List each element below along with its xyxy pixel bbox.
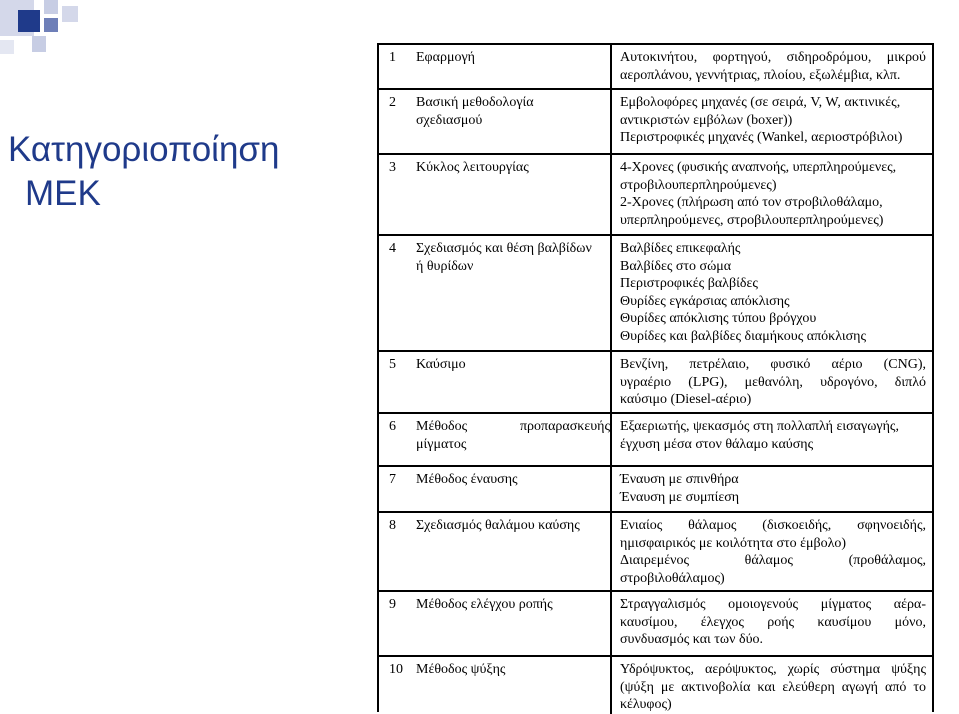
row-value <box>620 236 926 350</box>
row-value-line: αεροπλάνου, γεννήτριας, πλοίου, εξωλέμβια, κλπ. <box>620 67 901 83</box>
row-number: 9 <box>389 597 396 612</box>
row-label <box>416 657 610 714</box>
column-divider <box>610 155 612 234</box>
row-value-line: (ψύξη με ακτινοβολία και ελεύθερη αγωγή από το <box>620 679 926 695</box>
row-value-line: 2-Χρονες (πλήρωση από τον στροβιλοθάλαμο, <box>620 195 883 211</box>
row-value-line: Αυτοκινήτου, φορτηγού, σιδηροδρόμου, μικρού <box>620 50 926 65</box>
table-row <box>379 467 932 513</box>
table-row <box>379 657 932 714</box>
row-number: 5 <box>389 357 396 372</box>
row-value-line: Βαλβίδες επικεφαλής <box>620 241 741 256</box>
row-value-line: καυσίμου, έλεγχος ροής καυσίμου μόνο, <box>620 614 926 630</box>
row-label <box>416 45 610 88</box>
decorative-square <box>44 18 58 32</box>
row-value <box>620 467 926 511</box>
row-value-line: αντικριστών εμβόλων (boxer)) <box>620 112 793 128</box>
decorative-square <box>44 0 58 14</box>
row-value <box>620 90 926 153</box>
row-label <box>416 236 610 350</box>
row-number: 6 <box>389 419 396 434</box>
row-label-line: Μέθοδος έναυσης <box>416 472 518 487</box>
table-row <box>379 90 932 155</box>
row-value-line: Υδρόψυκτος, αερόψυκτος, χωρίς σύστημα ψύξης <box>620 662 926 677</box>
row-label <box>416 592 610 655</box>
row-label <box>416 352 610 412</box>
row-value <box>620 513 926 590</box>
row-number: 8 <box>389 518 396 533</box>
row-value <box>620 657 926 714</box>
row-value-line: έγχυση μέσα στον θάλαμο καύσης <box>620 436 814 452</box>
row-value <box>620 414 926 465</box>
row-number: 7 <box>389 472 396 487</box>
row-number: 10 <box>389 662 403 677</box>
column-divider <box>610 90 612 153</box>
row-value-line: Έναυση με σπινθήρα <box>620 472 739 487</box>
column-divider <box>610 414 612 465</box>
row-label-line: Σχεδιασμός και θέση βαλβίδων <box>416 241 592 256</box>
table-row <box>379 45 932 90</box>
table-row <box>379 592 932 657</box>
row-value-line: Εμβολοφόρες μηχανές (σε σειρά, V, W, ακτινικές, <box>620 95 901 110</box>
column-divider <box>610 45 612 88</box>
row-number: 4 <box>389 241 396 256</box>
row-value-line: υπερπληρούμενες, στροβιλουπερπληρούμενες) <box>620 212 884 228</box>
row-value-line: Θυρίδες εγκάρσιας απόκλισης <box>620 293 790 309</box>
row-label <box>416 513 610 590</box>
decorative-square <box>0 40 14 54</box>
column-divider <box>610 513 612 590</box>
row-label-line: Μέθοδος προπαρασκευής <box>416 419 610 434</box>
slide-title <box>8 128 368 216</box>
row-value-line: στροβιλουπερπληρούμενες) <box>620 177 777 193</box>
column-divider <box>610 236 612 350</box>
row-value <box>620 352 926 412</box>
row-value-line: 4-Χρονες (φυσικής αναπνοής, υπερπληρούμενες, <box>620 160 897 175</box>
row-label-line: Βασική μεθοδολογία <box>416 95 534 110</box>
row-value-line: συνδυασμός και των δύο. <box>620 632 764 648</box>
row-label-line: Καύσιμο <box>416 357 466 372</box>
row-number: 1 <box>389 50 396 65</box>
row-label <box>416 414 610 465</box>
row-value-line: Βαλβίδες στο σώμα <box>620 258 732 274</box>
row-value-line: ημισφαιρικός με κοιλότητα στο έμβολο) <box>620 535 847 551</box>
table-row <box>379 236 932 352</box>
row-label-line: Σχεδιασμός θαλάμου καύσης <box>416 518 580 533</box>
row-label <box>416 90 610 153</box>
row-value-line: Θυρίδες απόκλισης τύπου βρόγχου <box>620 311 817 327</box>
column-divider <box>610 352 612 412</box>
row-number: 3 <box>389 160 396 175</box>
classification-table <box>377 43 934 712</box>
row-value-line: Στραγγαλισμός ομοιογενούς μίγματος αέρα- <box>620 597 926 612</box>
column-divider <box>610 467 612 511</box>
row-label-line: Μέθοδος ελέγχου ροπής <box>416 597 553 612</box>
row-value-line: Περιστροφικές βαλβίδες <box>620 276 758 292</box>
row-value-line: Θυρίδες και βαλβίδες διαμήκους απόκλισης <box>620 328 867 344</box>
row-value <box>620 592 926 655</box>
table-row <box>379 513 932 592</box>
row-label-line: ή θυρίδων <box>416 258 474 274</box>
decorative-square <box>32 36 46 52</box>
decorative-square <box>18 10 40 32</box>
row-label-line: σχεδιασμού <box>416 112 483 128</box>
column-divider <box>610 592 612 655</box>
row-value <box>620 45 926 88</box>
row-value-line: υγραέριο (LPG), μεθανόλη, υδρογόνο, διπλό <box>620 374 926 390</box>
row-label <box>416 155 610 234</box>
row-value-line: καύσιμο (Diesel-αέριο) <box>620 392 752 408</box>
decorative-squares <box>0 0 100 60</box>
row-label-line: Κύκλος λειτουργίας <box>416 160 529 175</box>
row-label-line: Μέθοδος ψύξης <box>416 662 506 677</box>
row-value-line: κέλυφος) <box>620 697 672 713</box>
row-value-line: Ενιαίος θάλαμος (δισκοειδής, σφηνοειδής, <box>620 518 926 533</box>
decorative-square <box>62 6 78 22</box>
slide-title-line2: ΜΕΚ <box>25 174 101 213</box>
row-label-line: Εφαρμογή <box>416 50 475 65</box>
row-value-line: Διαιρεμένος θάλαμος (προθάλαμος, <box>620 553 926 569</box>
slide-title-line1: Κατηγοριοποίηση <box>8 130 280 169</box>
column-divider <box>610 657 612 714</box>
row-label <box>416 467 610 511</box>
row-value-line: στροβιλοθάλαμος) <box>620 570 725 586</box>
row-value-line: Έναυση με συμπίεση <box>620 489 740 505</box>
table-row <box>379 352 932 414</box>
table-row <box>379 155 932 236</box>
row-value-line: Βενζίνη, πετρέλαιο, φυσικό αέριο (CNG), <box>620 357 926 372</box>
row-value-line: Περιστροφικές μηχανές (Wankel, αεριοστρόβιλοι) <box>620 130 903 146</box>
row-number: 2 <box>389 95 396 110</box>
row-value <box>620 155 926 234</box>
row-value-line: Εξαεριωτής, ψεκασμός στη πολλαπλή εισαγωγής, <box>620 419 899 434</box>
table-row <box>379 414 932 467</box>
row-label-line: μίγματος <box>416 436 467 452</box>
